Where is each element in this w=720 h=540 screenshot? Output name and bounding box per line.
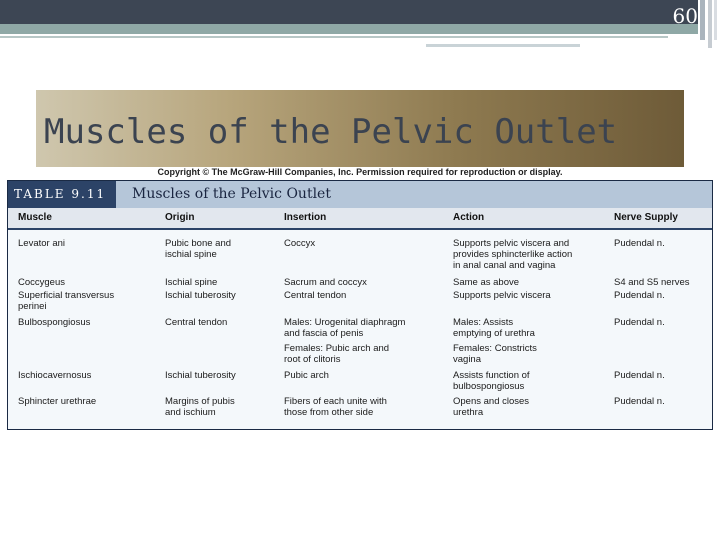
table-cell-action: [453, 343, 537, 365]
cell-line: Males: Urogenital diaphragm: [284, 317, 406, 328]
table-cell-insertion: [284, 317, 405, 339]
cell-line: those from other side: [284, 407, 374, 418]
cell-line: Pudendal n.: [614, 317, 665, 328]
cell-line: and fascia of penis: [284, 328, 364, 339]
cell-line: Supports pelvic viscera and: [453, 238, 570, 249]
cell-line: Females: Pubic arch and: [284, 343, 390, 354]
cell-line: ischial spine: [165, 249, 217, 260]
column-header-insertion: Insertion: [284, 212, 327, 223]
cell-line: and ischium: [165, 407, 216, 418]
cell-line: Opens and closes: [453, 396, 530, 407]
table-cell-insertion: [284, 343, 389, 365]
cell-line: Levator ani: [18, 238, 66, 249]
cell-line: Bulbospongiosus: [18, 317, 91, 328]
cell-line: Pubic arch: [284, 370, 329, 381]
cell-line: Pubic bone and: [165, 238, 232, 249]
table-cell-nerve: [614, 396, 665, 407]
table-cell-origin: [165, 370, 236, 381]
cell-line: bulbospongiosus: [453, 381, 525, 392]
cell-line: emptying of urethra: [453, 328, 535, 339]
table-cell-nerve: [614, 290, 665, 301]
cell-line: Ischial tuberosity: [165, 290, 236, 301]
cell-line: Ischiocavernosus: [18, 370, 92, 381]
table-cell-muscle: [18, 290, 114, 312]
decorative-right-bar: [700, 0, 705, 40]
column-header-nerve-supply: Nerve Supply: [614, 212, 678, 223]
muscle-table: [7, 180, 713, 430]
cell-line: Margins of pubis: [165, 396, 235, 407]
cell-line: provides sphincterlike action: [453, 249, 573, 260]
copyright-notice: Copyright © The McGraw-Hill Companies, Inc. Permission required for reproduction or display.: [157, 167, 563, 177]
table-cell-action: [453, 277, 519, 288]
table-cell-nerve: [614, 277, 690, 288]
cell-line: S4 and S5 nerves: [614, 277, 690, 288]
cell-line: Supports pelvic viscera: [453, 290, 551, 301]
cell-line: Superficial transversus: [18, 290, 115, 301]
table-cell-action: [453, 396, 529, 418]
cell-line: Pudendal n.: [614, 370, 665, 381]
table-cell-action: [453, 290, 551, 301]
cell-line: in anal canal and vagina: [453, 260, 556, 271]
table-cell-insertion: [284, 277, 367, 288]
table-cell-insertion: [284, 238, 315, 249]
cell-line: Central tendon: [284, 290, 347, 301]
cell-line: urethra: [453, 407, 484, 418]
cell-line: Pudendal n.: [614, 396, 665, 407]
decorative-line-short: [426, 44, 580, 47]
table-body: [8, 230, 712, 429]
table-header: [8, 181, 712, 208]
cell-line: Assists function of: [453, 370, 530, 381]
table-cell-muscle: [18, 396, 96, 407]
table-cell-origin: [165, 317, 227, 328]
cell-line: Pudendal n.: [614, 238, 665, 249]
cell-line: Fibers of each unite with: [284, 396, 387, 407]
table-cell-origin: [165, 238, 231, 260]
column-header-origin: Origin: [165, 212, 195, 223]
page-number: 60: [672, 4, 698, 28]
table-cell-origin: [165, 396, 235, 418]
table-cell-insertion: [284, 370, 329, 381]
column-header-muscle: Muscle: [18, 212, 52, 223]
cell-line: Sacrum and coccyx: [284, 277, 367, 288]
table-cell-origin: [165, 277, 217, 288]
top-accent-bar: [0, 24, 698, 34]
table-cell-muscle: [18, 317, 90, 328]
column-header-action: Action: [453, 212, 485, 223]
top-header-bar: [0, 0, 698, 24]
cell-line: Sphincter urethrae: [18, 396, 97, 407]
table-cell-nerve: [614, 370, 665, 381]
cell-line: Ischial tuberosity: [165, 370, 236, 381]
cell-line: Same as above: [453, 277, 520, 288]
table-cell-action: [453, 238, 572, 271]
table-cell-nerve: [614, 317, 665, 328]
table-cell-action: [453, 370, 530, 392]
cell-line: Central tendon: [165, 317, 228, 328]
column-header-row: [8, 208, 712, 230]
decorative-line: [0, 36, 668, 38]
table-label: TABLE 9.11: [8, 181, 116, 208]
cell-line: Ischial spine: [165, 277, 218, 288]
cell-line: Females: Constricts: [453, 343, 537, 354]
decorative-right-bar: [708, 0, 712, 48]
table-cell-insertion: [284, 290, 346, 301]
table-caption: Muscles of the Pelvic Outlet: [132, 186, 331, 202]
cell-line: perinei: [18, 301, 47, 312]
table-cell-nerve: [614, 238, 665, 249]
table-cell-origin: [165, 290, 236, 301]
cell-line: Pudendal n.: [614, 290, 665, 301]
title-banner: [36, 90, 684, 167]
cell-line: vagina: [453, 354, 481, 365]
table-cell-action: [453, 317, 535, 339]
slide-title: Muscles of the Pelvic Outlet: [44, 112, 618, 152]
table-cell-muscle: [18, 370, 91, 381]
table-cell-insertion: [284, 396, 387, 418]
decorative-right-bar: [714, 0, 717, 40]
table-cell-muscle: [18, 277, 65, 288]
table-cell-muscle: [18, 238, 65, 249]
cell-line: Coccyx: [284, 238, 316, 249]
cell-line: Coccygeus: [18, 277, 65, 288]
cell-line: Males: Assists: [453, 317, 514, 328]
cell-line: root of clitoris: [284, 354, 341, 365]
